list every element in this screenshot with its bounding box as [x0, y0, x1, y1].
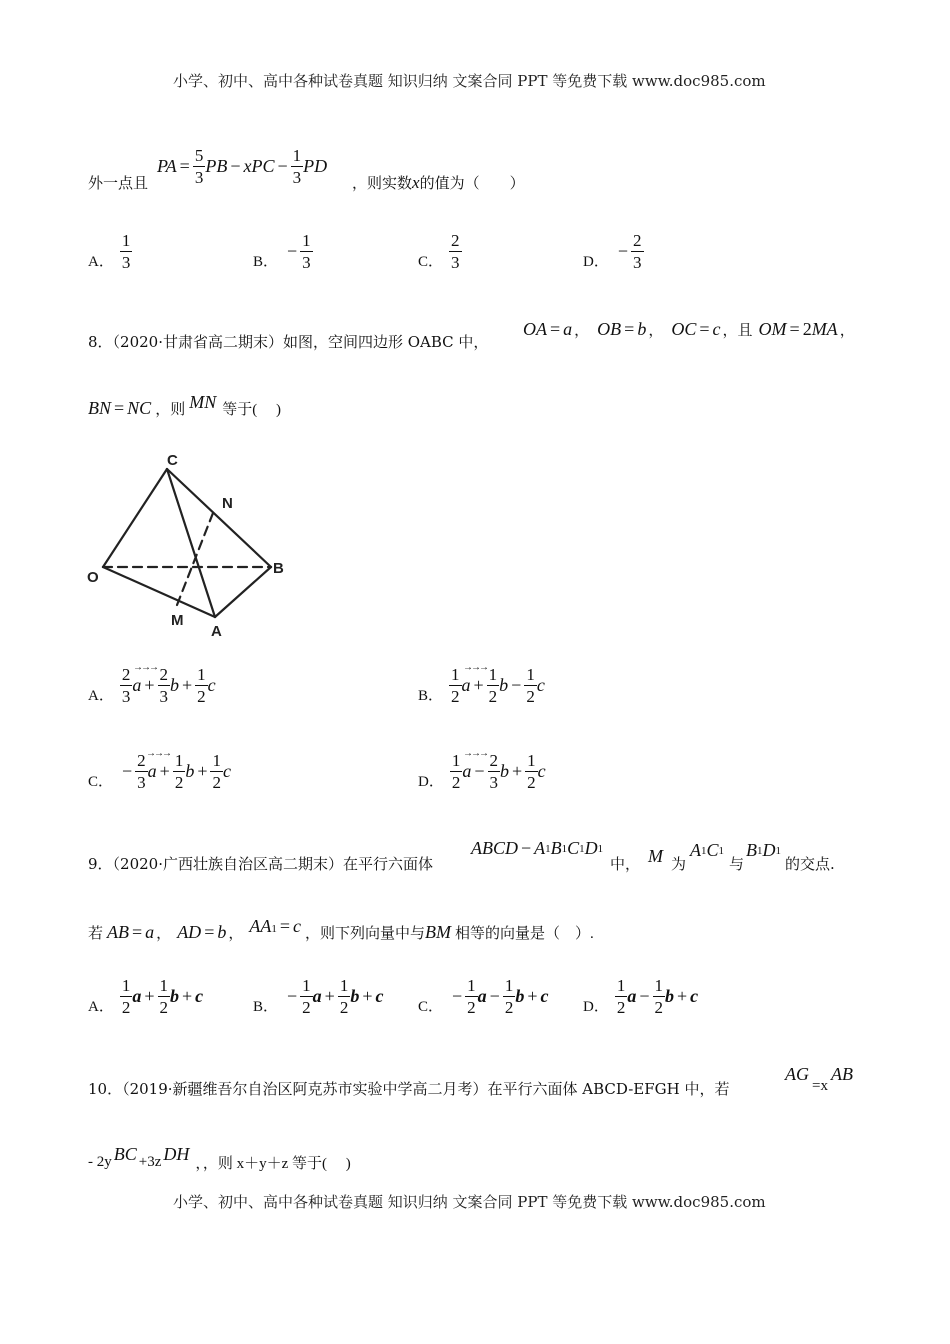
figure-label-o: O [87, 569, 99, 586]
figure-label-a: A [211, 623, 222, 640]
figure-label-c: C [167, 452, 178, 469]
figure-label-m: M [171, 612, 184, 629]
q8-option-a[interactable]: A． $\frac{2}{3}$ a + $\frac{2}{3}$ b + $\frac{1}{2}$ c →→→ [88, 662, 216, 706]
q9-mid1: 中， [610, 855, 641, 873]
q10-stem: 10．（2019·新疆维吾尔自治区阿克苏市实验中学高二月考）在平行六面体 ABCD-EFGH 中，若 [88, 1080, 730, 1098]
q8-stem: 8．（2020·甘肃省高二期末）如图，空间四边形 OABC 中， [88, 333, 489, 351]
q9-prism-name: ABCD − A 1 B 1 C 1 D 1 [471, 838, 604, 858]
q9-mid2: 为 [671, 855, 687, 873]
q9-end: 的交点. [785, 855, 835, 873]
figure-label-b: B [273, 560, 284, 577]
q9-point-m: M [648, 846, 663, 866]
q7-suffix: ，则实数x的值为（ ） [352, 173, 525, 192]
page-footer: 小学、初中、高中各种试卷真题 知识归纳 文案合同 PPT 等免费下载 www.doc985.com [173, 1193, 766, 1211]
q9-option-a[interactable]: A． $\frac{1}{2}$ a + $\frac{1}{2}$ b + c [88, 976, 204, 1017]
q8-line2: BN = NC ，则 MN 等于( ) [88, 392, 281, 418]
q9-a1c1: A 1 C 1 [690, 840, 725, 860]
q7-option-a[interactable]: A． $\frac{1}{3}$ [88, 231, 131, 272]
q10-equation: AG =x AB [785, 1064, 853, 1094]
q9-mid3: 与 [729, 855, 745, 873]
q7-option-c[interactable]: C． $\frac{2}{3}$ [418, 231, 460, 272]
q9-option-b[interactable]: B． − $\frac{1}{2}$ a + $\frac{1}{2}$ b + c [253, 976, 384, 1017]
figure-label-n: N [222, 495, 233, 512]
q8-conditions: OA = a ， OB = b ， OC = c ，且 OM = 2 MA ， [523, 319, 855, 339]
page-header: 小学、初中、高中各种试卷真题 知识归纳 文案合同 PPT 等免费下载 www.doc985.com [173, 72, 766, 90]
q9-b1d1: B 1 D 1 [746, 840, 781, 860]
q9-option-c[interactable]: C． − $\frac{1}{2}$ a − $\frac{1}{2}$ b + c [418, 976, 549, 1017]
q7-option-d[interactable]: D． − $\frac{2}{3}$ [583, 231, 642, 272]
q7-equation: PA = $\frac{5}{3}$ PB − xPC − $\frac{1}{3}$ PD [157, 146, 328, 187]
tetrahedron-figure [85, 445, 295, 645]
q8-option-c[interactable]: C． − $\frac{2}{3}$ a + $\frac{1}{2}$ b + $\frac{1}{2}$ c →→→ [88, 748, 231, 792]
q8-option-b[interactable]: B． $\frac{1}{2}$ a + $\frac{1}{2}$ b − $\frac{1}{2}$ c →→→ [418, 662, 545, 706]
q10-line2: - 2y BC +3z DH ，，则 x＋y＋z 等于( ) [88, 1144, 351, 1172]
q7-prefix: 外一点且 [88, 174, 149, 192]
q9-option-d[interactable]: D． $\frac{1}{2}$ a − $\frac{1}{2}$ b + c [583, 976, 699, 1017]
q9-stem: 9．（2020·广西壮族自治区高二期末）在平行六面体 [88, 855, 433, 873]
q8-option-d[interactable]: D． $\frac{1}{2}$ a − $\frac{2}{3}$ b + $\frac{1}{2}$ c →→→ [418, 748, 546, 792]
q9-line2: 若 AB = a ， AD = b ， AA $_1$ = c ，则下列向量中与 BM 相等的向量是（ ）. [88, 916, 594, 942]
q7-option-b[interactable]: B． − $\frac{1}{3}$ [253, 231, 311, 272]
